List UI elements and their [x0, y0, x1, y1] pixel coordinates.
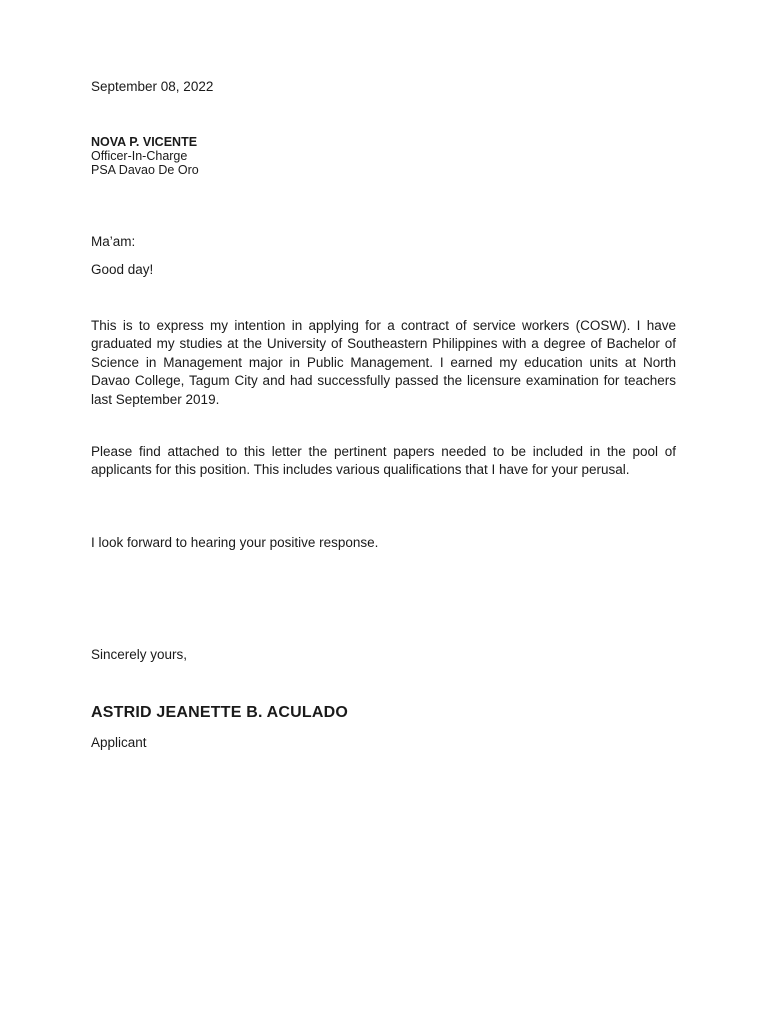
- body-paragraph-intent: This is to express my intention in applying for a contract of service workers (COSW). I have graduated my studies at the University of Southeastern Philippines with a degree of Bachelor of Science in Management major in Public Management. I earned my education units at North Davao College, Tagum City and had successfully passed the licensure examination for teachers last September 2019.: [91, 318, 676, 407]
- complimentary-close: Sincerely yours,: [91, 647, 188, 662]
- signer-role: Applicant: [91, 735, 147, 750]
- body-paragraph-closing-remark: I look forward to hearing your positive response.: [91, 535, 379, 550]
- signer-name: ASTRID JEANETTE B. ACULADO: [91, 704, 349, 721]
- letter-date: September 08, 2022: [91, 79, 214, 94]
- recipient-title: Officer-In-Charge: [91, 149, 188, 163]
- recipient-name: NOVA P. VICENTE: [91, 135, 198, 149]
- greeting: Good day!: [91, 262, 154, 277]
- salutation: Ma’am:: [91, 234, 136, 249]
- recipient-organization: PSA Davao De Oro: [91, 163, 199, 177]
- body-paragraph-attachments: Please find attached to this letter the pertinent papers needed to be included in the pool of applicants for this position. This includes various qualifications that I have for your perusal.: [91, 444, 676, 478]
